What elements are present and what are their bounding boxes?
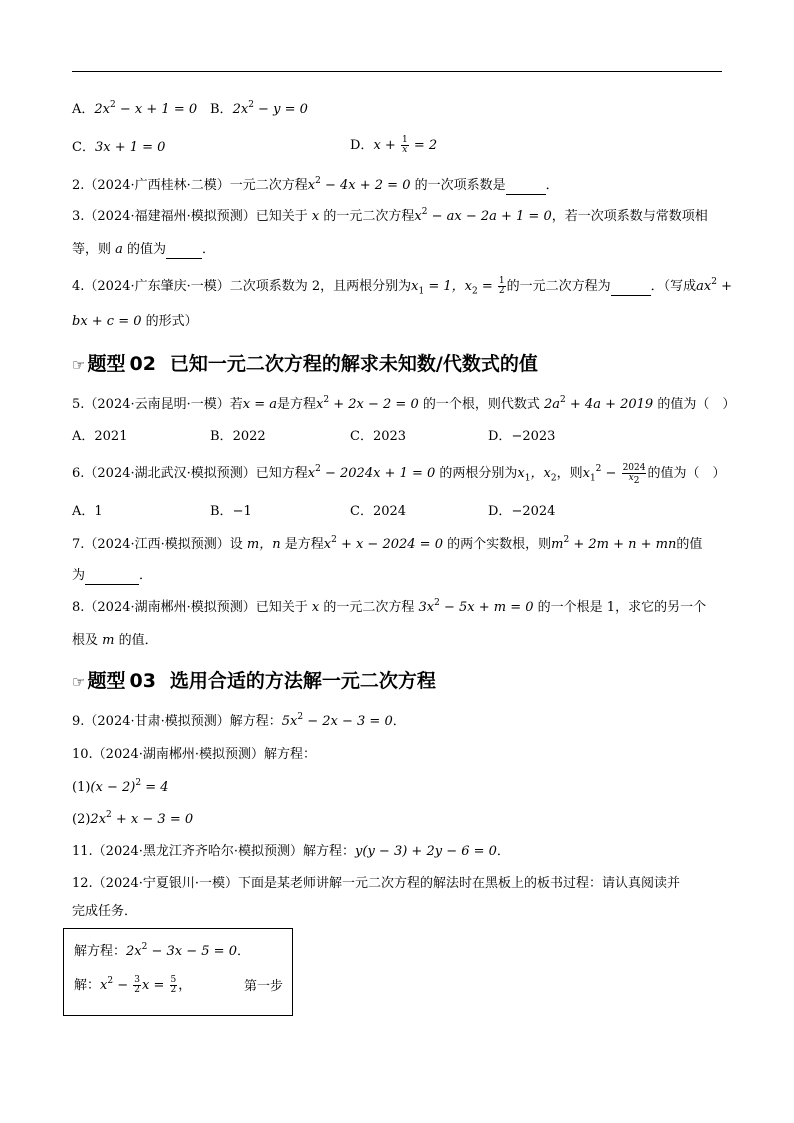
section-heading-03: ☞ 题型 03 选用合适的方法解一元二次方程 bbox=[72, 670, 436, 692]
question-5: 5.（2024·云南昆明·一模）若x = a是方程$x^2 + 2x - 2 = 0$ 的一个根，则代数式 $2a^2 + 4a + 2019$ 的值为（ ） bbox=[72, 394, 736, 412]
q6-option-a: A．1 bbox=[72, 504, 103, 519]
q5-option-c: C．2023 bbox=[350, 429, 407, 444]
option-c: C．3x + 1 = 0 bbox=[72, 140, 166, 155]
box-step-label: 第一步 bbox=[244, 979, 284, 994]
answer-blank bbox=[85, 570, 139, 585]
answer-blank bbox=[166, 244, 202, 259]
question-3-line1: 3.（2024·福建福州·模拟预测）已知关于 x 的一元二次方程$x^2$ − ax − 2a + 1 = 0，若一次项系数与常数项相 bbox=[72, 206, 708, 224]
question-6: 6.（2024·湖北武汉·模拟预测）已知方程$x^2 - 2024x + 1 = 0$ 的两根分别为$x_1$，$x_2$，则$x_1^2$ − $\frac{2024}{x_2}$ 的值为（ ） bbox=[72, 463, 726, 486]
q5-option-a: A．2021 bbox=[72, 429, 128, 444]
box-step-1: 解：$x^2$ − $\frac{3}{2}$ x = $\frac{5}{2}$ ， bbox=[74, 975, 192, 995]
question-2: 2.（2024·广西桂林·二模）一元二次方程$x^2 - 4x + 2 = 0$ 的一次项系数是 ． bbox=[72, 175, 559, 193]
q5-option-b: B．2022 bbox=[210, 429, 266, 444]
question-8-line1: 8.（2024·湖南郴州·模拟预测）已知关于 x 的一元二次方程 $3x^2 - 5x + m = 0$ 的一个根是 1，求它的另一个 bbox=[72, 597, 707, 615]
answer-blank bbox=[611, 281, 651, 296]
header-rule bbox=[72, 71, 722, 72]
q5-option-d: D．−2023 bbox=[488, 429, 556, 444]
question-7-line1: 7.（2024·江西·模拟预测）设 m，n 是方程$x^2 + x - 2024 = 0$ 的两个实数根，则$m^2 + 2m + n$ + mn的值 bbox=[72, 534, 703, 552]
q6-option-d: D．−2024 bbox=[488, 504, 556, 519]
question-8-line2: 根及 m 的值． bbox=[72, 633, 158, 648]
box-equation: 解方程：$2x^2 - 3x - 5 = 0$． bbox=[74, 941, 250, 959]
pointing-hand-icon: ☞ bbox=[72, 673, 86, 691]
question-7-line2: 为 ． bbox=[72, 568, 153, 583]
question-11: 11.（2024·黑龙江齐齐哈尔·模拟预测）解方程：y(y − 3) + 2y − 6 = 0． bbox=[72, 844, 510, 859]
q6-option-b: B．−1 bbox=[210, 504, 252, 519]
question-4-line1: 4.（2024·广东肇庆·一模）二次项系数为 2，且两根分别为$x_1 = 1$，$x_2$ = $\frac{1}{2}$ 的一元二次方程为 ．（写成$ax^2$ + bbox=[72, 276, 733, 297]
question-10-part2: $(2)2x^2 + x - 3 = 0$ bbox=[72, 809, 194, 827]
q6-option-c: C．2024 bbox=[350, 504, 407, 519]
question-9: 9.（2024·甘肃·模拟预测）解方程：$5x^2 - 2x - 3 = 0$． bbox=[72, 711, 406, 729]
option-b: B．$2x^2 - y = 0$ bbox=[210, 99, 308, 117]
question-10-part1: $(1)(x - 2)^2 = 4$ bbox=[72, 777, 169, 795]
section-heading-02: ☞ 题型 02 已知一元二次方程的解求未知数/代数式的值 bbox=[72, 353, 538, 375]
question-12-line1: 12.（2024·宁夏银川·一模）下面是某老师讲解一元二次方程的解法时在黑板上的板书过程：请认真阅读并 bbox=[72, 876, 681, 891]
blackboard-box bbox=[63, 928, 293, 1016]
option-a: A．$2x^2 - x + 1 = 0$ bbox=[72, 99, 198, 117]
question-12-line2: 完成任务． bbox=[72, 904, 138, 919]
question-10: 10.（2024·湖南郴州·模拟预测）解方程： bbox=[72, 747, 317, 762]
pointing-hand-icon: ☞ bbox=[72, 356, 86, 374]
option-d: D．x + $\frac{1}{x}$ = 2 bbox=[350, 135, 438, 155]
question-3-line2: 等，则 a 的值为 ． bbox=[72, 242, 216, 257]
question-4-line2: bx + c = 0 的形式） bbox=[72, 314, 198, 329]
answer-blank bbox=[506, 180, 546, 195]
